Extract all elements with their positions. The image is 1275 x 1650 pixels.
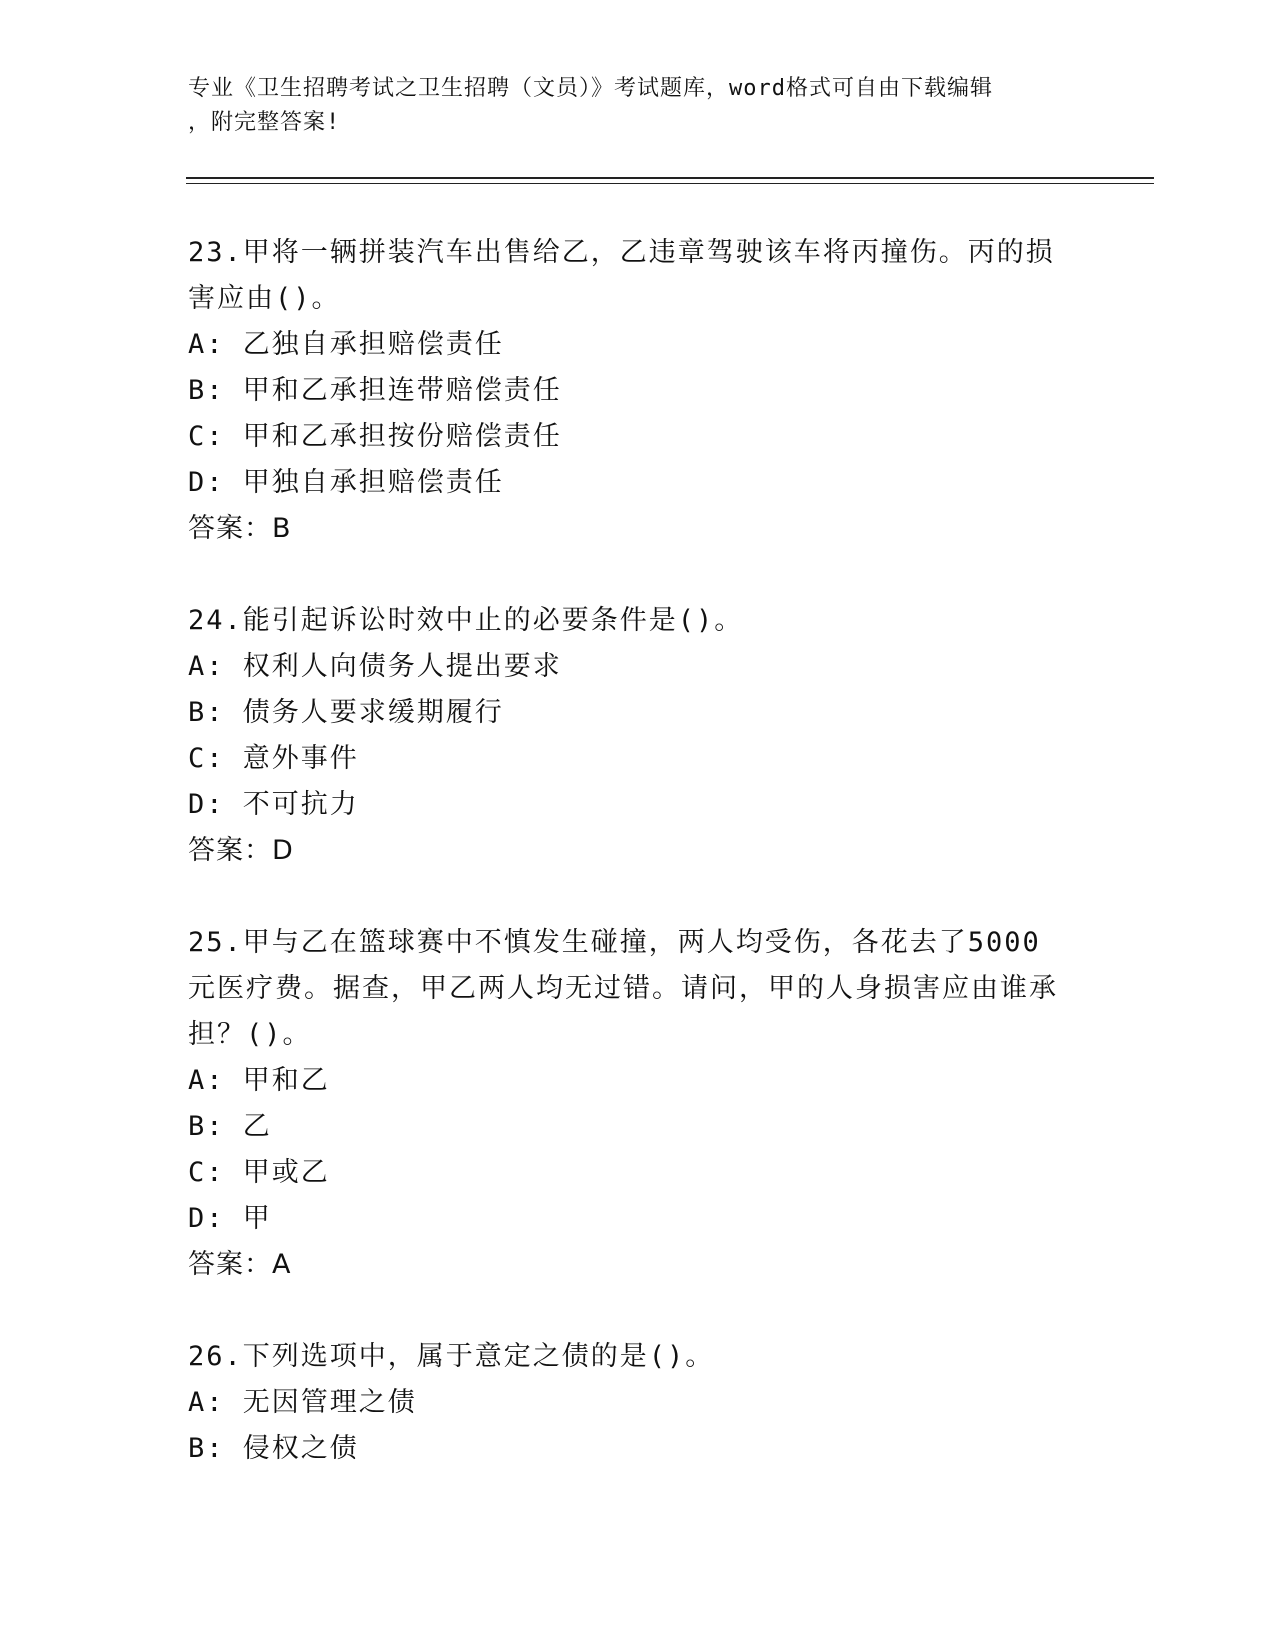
option-d: D: 不可抗力	[188, 789, 359, 820]
question-23	[188, 230, 1088, 552]
option-b: B: 乙	[188, 1111, 272, 1142]
option-a: A: 无因管理之债	[188, 1387, 417, 1418]
question-25	[188, 920, 1088, 1288]
question-text: 23.甲将一辆拼装汽车出售给乙，乙违章驾驶该车将丙撞伤。丙的损害应由()。	[188, 237, 1055, 314]
answer-line: 答案：D	[188, 835, 294, 866]
option-d: D: 甲	[188, 1203, 272, 1234]
answer-line: 答案：B	[188, 513, 292, 544]
question-text: 26.下列选项中，属于意定之债的是()。	[188, 1341, 715, 1372]
question-26	[188, 1334, 1088, 1472]
option-a: A: 乙独自承担赔偿责任	[188, 329, 504, 360]
option-c: C: 甲或乙	[188, 1157, 330, 1188]
option-b: B: 债务人要求缓期履行	[188, 697, 504, 728]
header-line-2: ，附完整答案!	[188, 110, 341, 135]
option-d: D: 甲独自承担赔偿责任	[188, 467, 504, 498]
option-c: C: 甲和乙承担按份赔偿责任	[188, 421, 562, 452]
option-b: B: 甲和乙承担连带赔偿责任	[188, 375, 562, 406]
question-list	[188, 230, 1088, 1518]
option-a: A: 甲和乙	[188, 1065, 330, 1096]
document-header	[188, 72, 1068, 140]
question-text: 24.能引起诉讼时效中止的必要条件是()。	[188, 605, 744, 636]
header-divider	[186, 177, 1154, 179]
option-a: A: 权利人向债务人提出要求	[188, 651, 562, 682]
header-line-1: 专业《卫生招聘考试之卫生招聘（文员）》考试题库，word格式可自由下载编辑	[188, 76, 993, 101]
option-b: B: 侵权之债	[188, 1433, 359, 1464]
answer-line: 答案：A	[188, 1249, 292, 1280]
option-c: C: 意外事件	[188, 743, 359, 774]
header-divider-thin	[186, 183, 1154, 184]
question-24	[188, 598, 1088, 874]
question-text: 25.甲与乙在篮球赛中不慎发生碰撞，两人均受伤，各花去了5000元医疗费。据查，甲乙两人均无过错。请问，甲的人身损害应由谁承担？()。	[188, 927, 1058, 1050]
